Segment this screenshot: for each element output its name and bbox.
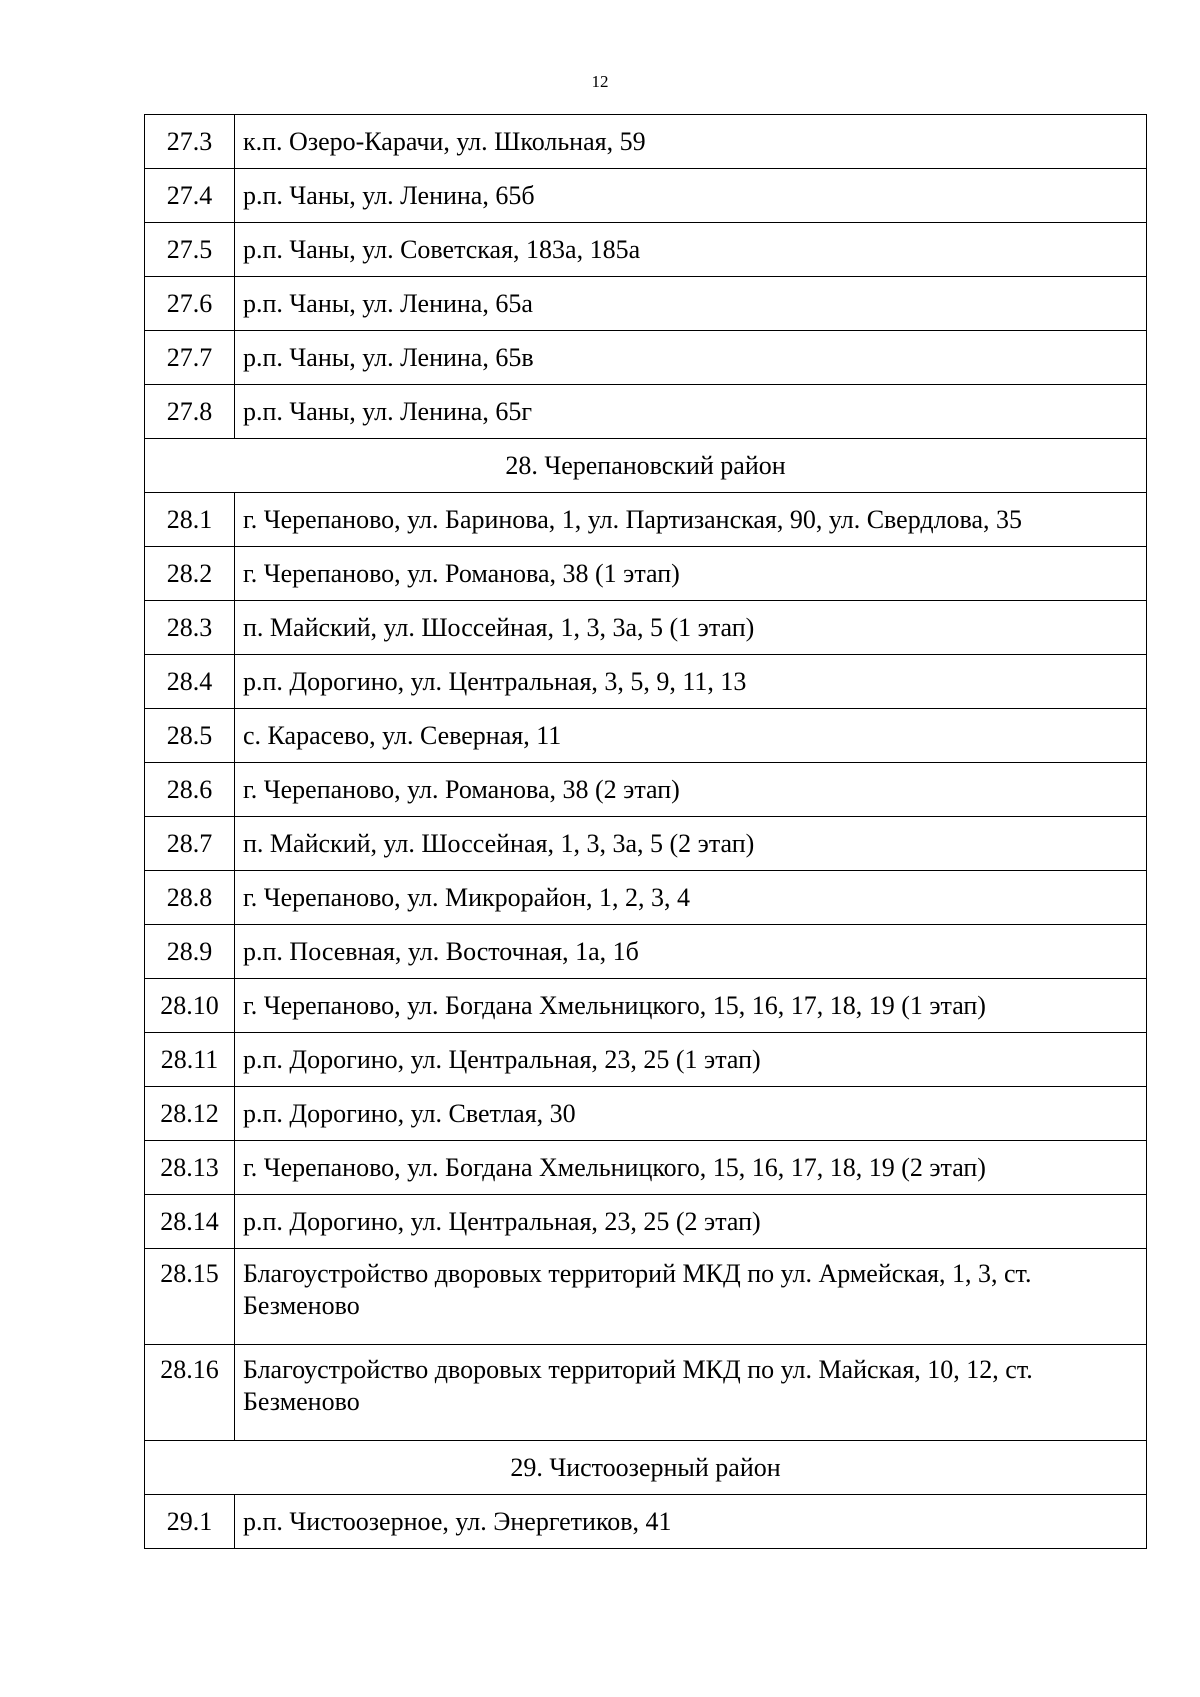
table-row <box>145 817 1147 871</box>
row-address: г. Черепаново, ул. Богдана Хмельницкого, 15, 16, 17, 18, 19 (2 этап) <box>235 1141 1147 1195</box>
row-number: 28.7 <box>145 817 235 871</box>
row-address: г. Черепаново, ул. Романова, 38 (1 этап) <box>235 547 1147 601</box>
table-row <box>145 547 1147 601</box>
row-number: 28.8 <box>145 871 235 925</box>
district-title: 29. Чистоозерный район <box>145 1441 1147 1495</box>
table-row <box>145 709 1147 763</box>
table-row <box>145 385 1147 439</box>
row-address: п. Майский, ул. Шоссейная, 1, 3, 3а, 5 (1 этап) <box>235 601 1147 655</box>
row-number: 27.4 <box>145 169 235 223</box>
table-row <box>145 1195 1147 1249</box>
table-row <box>145 1087 1147 1141</box>
row-address: Благоустройство дворовых территорий МКД по ул. Майская, 10, 12, ст. Безменово <box>235 1345 1147 1441</box>
table-row <box>145 979 1147 1033</box>
address-table <box>144 114 1147 1549</box>
row-number: 28.15 <box>145 1249 235 1345</box>
table-row <box>145 1495 1147 1549</box>
table-row <box>145 871 1147 925</box>
table-row <box>145 1033 1147 1087</box>
row-number: 27.3 <box>145 115 235 169</box>
table-row <box>145 1141 1147 1195</box>
row-address: р.п. Дорогино, ул. Центральная, 23, 25 (1 этап) <box>235 1033 1147 1087</box>
table-row <box>145 1345 1147 1441</box>
row-number: 28.5 <box>145 709 235 763</box>
row-address: р.п. Чаны, ул. Ленина, 65в <box>235 331 1147 385</box>
row-number: 27.8 <box>145 385 235 439</box>
row-number: 27.7 <box>145 331 235 385</box>
row-number: 28.14 <box>145 1195 235 1249</box>
district-header-row <box>145 439 1147 493</box>
table-row <box>145 763 1147 817</box>
table-row <box>145 601 1147 655</box>
row-address: р.п. Чистоозерное, ул. Энергетиков, 41 <box>235 1495 1147 1549</box>
row-number: 28.9 <box>145 925 235 979</box>
row-address: р.п. Чаны, ул. Ленина, 65б <box>235 169 1147 223</box>
row-number: 28.13 <box>145 1141 235 1195</box>
table-row <box>145 655 1147 709</box>
table-row <box>145 1249 1147 1345</box>
row-address: р.п. Чаны, ул. Ленина, 65г <box>235 385 1147 439</box>
row-number: 28.11 <box>145 1033 235 1087</box>
row-address: Благоустройство дворовых территорий МКД по ул. Армейская, 1, 3, ст. Безменово <box>235 1249 1147 1345</box>
table-row <box>145 277 1147 331</box>
table-body <box>145 115 1147 1549</box>
row-address: к.п. Озеро-Карачи, ул. Школьная, 59 <box>235 115 1147 169</box>
page-number: 12 <box>591 72 609 91</box>
table-row <box>145 493 1147 547</box>
row-number: 27.5 <box>145 223 235 277</box>
row-number: 28.12 <box>145 1087 235 1141</box>
table-row <box>145 223 1147 277</box>
row-number: 28.10 <box>145 979 235 1033</box>
row-address: г. Черепаново, ул. Романова, 38 (2 этап) <box>235 763 1147 817</box>
district-header-row <box>145 1441 1147 1495</box>
table-row <box>145 169 1147 223</box>
row-address: г. Черепаново, ул. Баринова, 1, ул. Партизанская, 90, ул. Свердлова, 35 <box>235 493 1147 547</box>
row-number: 27.6 <box>145 277 235 331</box>
row-number: 28.6 <box>145 763 235 817</box>
row-number: 28.4 <box>145 655 235 709</box>
row-address: р.п. Дорогино, ул. Центральная, 23, 25 (2 этап) <box>235 1195 1147 1249</box>
row-address: р.п. Чаны, ул. Советская, 183а, 185а <box>235 223 1147 277</box>
row-number: 28.1 <box>145 493 235 547</box>
row-address: п. Майский, ул. Шоссейная, 1, 3, 3а, 5 (2 этап) <box>235 817 1147 871</box>
table-row <box>145 925 1147 979</box>
row-address: р.п. Чаны, ул. Ленина, 65а <box>235 277 1147 331</box>
row-number: 28.3 <box>145 601 235 655</box>
table-row <box>145 115 1147 169</box>
table-row <box>145 331 1147 385</box>
row-address: г. Черепаново, ул. Микрорайон, 1, 2, 3, 4 <box>235 871 1147 925</box>
row-address: р.п. Посевная, ул. Восточная, 1а, 1б <box>235 925 1147 979</box>
row-number: 29.1 <box>145 1495 235 1549</box>
row-address: р.п. Дорогино, ул. Светлая, 30 <box>235 1087 1147 1141</box>
row-number: 28.16 <box>145 1345 235 1441</box>
row-address: с. Карасево, ул. Северная, 11 <box>235 709 1147 763</box>
row-number: 28.2 <box>145 547 235 601</box>
row-address: р.п. Дорогино, ул. Центральная, 3, 5, 9, 11, 13 <box>235 655 1147 709</box>
row-address: г. Черепаново, ул. Богдана Хмельницкого, 15, 16, 17, 18, 19 (1 этап) <box>235 979 1147 1033</box>
district-title: 28. Черепановский район <box>145 439 1147 493</box>
